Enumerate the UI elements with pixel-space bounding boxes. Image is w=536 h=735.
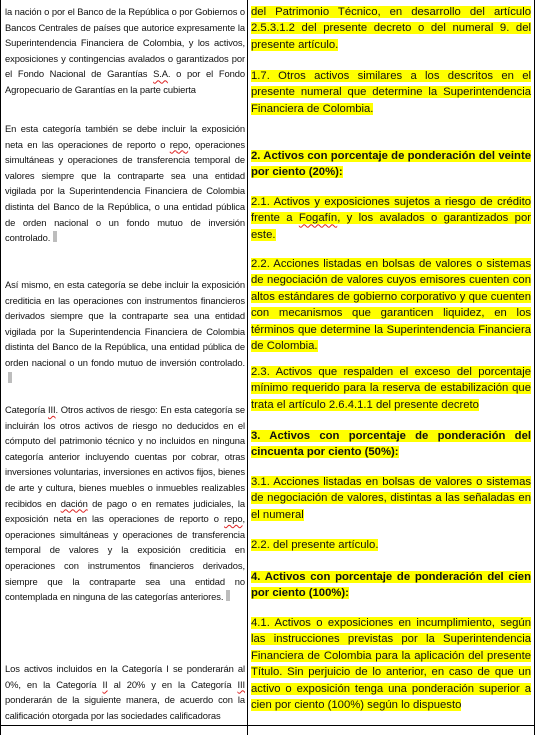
text-run: Así mismo, en esta categoría se debe incluir la exposición crediticia en las operaciones con instrumentos financieros derivados siempre que la contraparte sea una entidad vigilada por la Superintendencia Financiera de Colombia distinta del Banco de la República, una entidad pública de orden nacional o un fondo mutuo de inversión controlado.: [5, 279, 245, 368]
text-run: Categoría: [5, 404, 49, 415]
spellcheck-word: III: [48, 404, 56, 415]
text-run: 2.2. Acciones listadas en bolsas de valores o sistemas de negociación de valores cuyos emisores cuenten con altos estándares de gobierno corporativo y que cuenten con mecanismos que garanticen liquidez, en los términos que determine la Superintendencia Financiera de Colombia.: [251, 258, 531, 353]
left-paragraph-3: [5, 277, 245, 386]
left-paragraph-4: [5, 402, 245, 605]
text-run: 2.1. Activos y exposiciones sujetos a riesgo de crédito frente a: [251, 196, 531, 225]
table-column-divider: [247, 0, 248, 735]
right-heading-20-percent: [251, 148, 531, 181]
table-border-left: [0, 0, 1, 735]
text-run: 1.7. Otros activos similares a los descritos en el presente numeral que determine la Superintendencia Financiera de Colombia.: [251, 70, 531, 115]
text-run: de pago o en remates judiciales, la exposición neta en las operaciones de reporto o: [5, 497, 245, 525]
text-run: 2.3. Activos que respalden el exceso del porcentaje mínimo requerido para la reserva de estabilización que trata el artículo 2.6.4.1.1 del presente decreto: [251, 366, 531, 411]
text-run: del Patrimonio Técnico, en desarrollo del artículo 2.5.3.1.2 del presente decreto o del numeral 9. del presente artículo.: [251, 6, 531, 51]
text-run: . Otros activos de riesgo: En esta categoría se incluirán los otros activos de riesgo no deducidos en el cómputo del patrimonio técnico y no incluidos en ninguna categoría anterior incluyendo cuentas por cobrar, otras inversiones voluntarias, inversiones en activos fijos, bienes de arte y cultura, bienes muebles o inmuebles realizables recibidos en: [5, 404, 245, 509]
table-border-bottom: [0, 725, 535, 726]
right-item-2-2-ref: [251, 537, 531, 553]
text-run: . o por el Fondo Agropecuario de Garantías en la parte cubierta: [5, 68, 245, 95]
text-cursor-icon: [226, 590, 230, 601]
table-border-right: [534, 0, 535, 735]
right-item-3-1: [251, 474, 531, 523]
text-run: 3. Activos con porcentaje de ponderación del cincuenta por ciento (50%):: [251, 430, 531, 459]
text-run: , operaciones simultáneas y operaciones de transferencia temporal de valores y la exposición crediticia en operaciones con instrumentos financieros derivados, siempre que la contraparte sea una entidad no contemplada en ninguna de las categorías anteriores.: [5, 513, 245, 603]
left-paragraph-1: [5, 4, 245, 98]
right-item-1-7: [251, 68, 531, 117]
right-heading-100-percent: [251, 569, 531, 602]
text-run: 4. Activos con porcentaje de ponderación del cien por ciento (100%):: [251, 571, 531, 600]
text-run: En esta categoría también se debe incluir la exposición neta en las operaciones de reporto o: [5, 123, 245, 150]
right-item-2-3: [251, 364, 531, 413]
text-run: al 20% y en la Categoría: [107, 678, 238, 690]
spellcheck-word: Fogafín: [298, 212, 338, 225]
text-run: 2.2. del presente artículo.: [251, 539, 379, 551]
right-item-2-2: [251, 256, 531, 354]
left-paragraph-5: [5, 661, 245, 723]
right-item-patrimonio: [251, 4, 531, 53]
spellcheck-word: dación: [60, 497, 88, 509]
text-run: Los activos incluidos en la Categoría I se ponderarán al 0%, en la Categoría: [5, 663, 245, 690]
spellcheck-word: II: [102, 678, 108, 690]
text-cursor-icon: [53, 231, 57, 242]
text-run: , y los avalados o garantizados por este.: [251, 212, 532, 241]
left-paragraph-2: [5, 121, 245, 246]
spellcheck-word: repo: [169, 138, 189, 150]
text-run: la nación o por el Banco de la República o por Gobiernos o Bancos Centrales de países que autorice expresamente la Superintendencia Financiera de Colombia, y los activos, exposiciones y contingencias avalados o garantizados por el Fondo Nacional de Garantías: [5, 6, 245, 80]
right-item-4-1: [251, 615, 531, 713]
right-item-2-1: [251, 194, 531, 243]
text-run: ponderarán de la siguiente manera, de acuerdo con la calificación otorgada por las sociedades calificadoras: [5, 694, 245, 721]
text-run: 3.1. Acciones listadas en bolsas de valores o sistemas de negociación de valores, distintas a las señaladas en el numeral: [251, 476, 531, 521]
spellcheck-word: III: [237, 678, 245, 690]
text-run: 2. Activos con porcentaje de ponderación del veinte por ciento (20%):: [251, 150, 531, 179]
spellcheck-word: repo: [224, 513, 243, 525]
spellcheck-word: S.A: [153, 68, 168, 80]
text-cursor-icon: [8, 372, 12, 383]
text-run: 4.1. Activos o exposiciones en incumplimiento, según las instrucciones previstas por la Superintendencia Financiera de Colombia para la aplicación del presente Título. Sin perjuicio de lo anterior, en caso de que un activo o exposición tenga una ponderación superior a cien por ciento (100%) según lo dispuesto: [251, 617, 531, 712]
text-run: , operaciones simultáneas y operaciones de transferencia temporal de valores siempre que la contraparte sea una entidad vigilada por la Superintendencia Financiera de Colombia distinta del Banco de la República, o una entidad pública de orden nacional o un fondo mutuo de inversión controlado.: [5, 138, 245, 244]
right-heading-50-percent: [251, 428, 531, 461]
